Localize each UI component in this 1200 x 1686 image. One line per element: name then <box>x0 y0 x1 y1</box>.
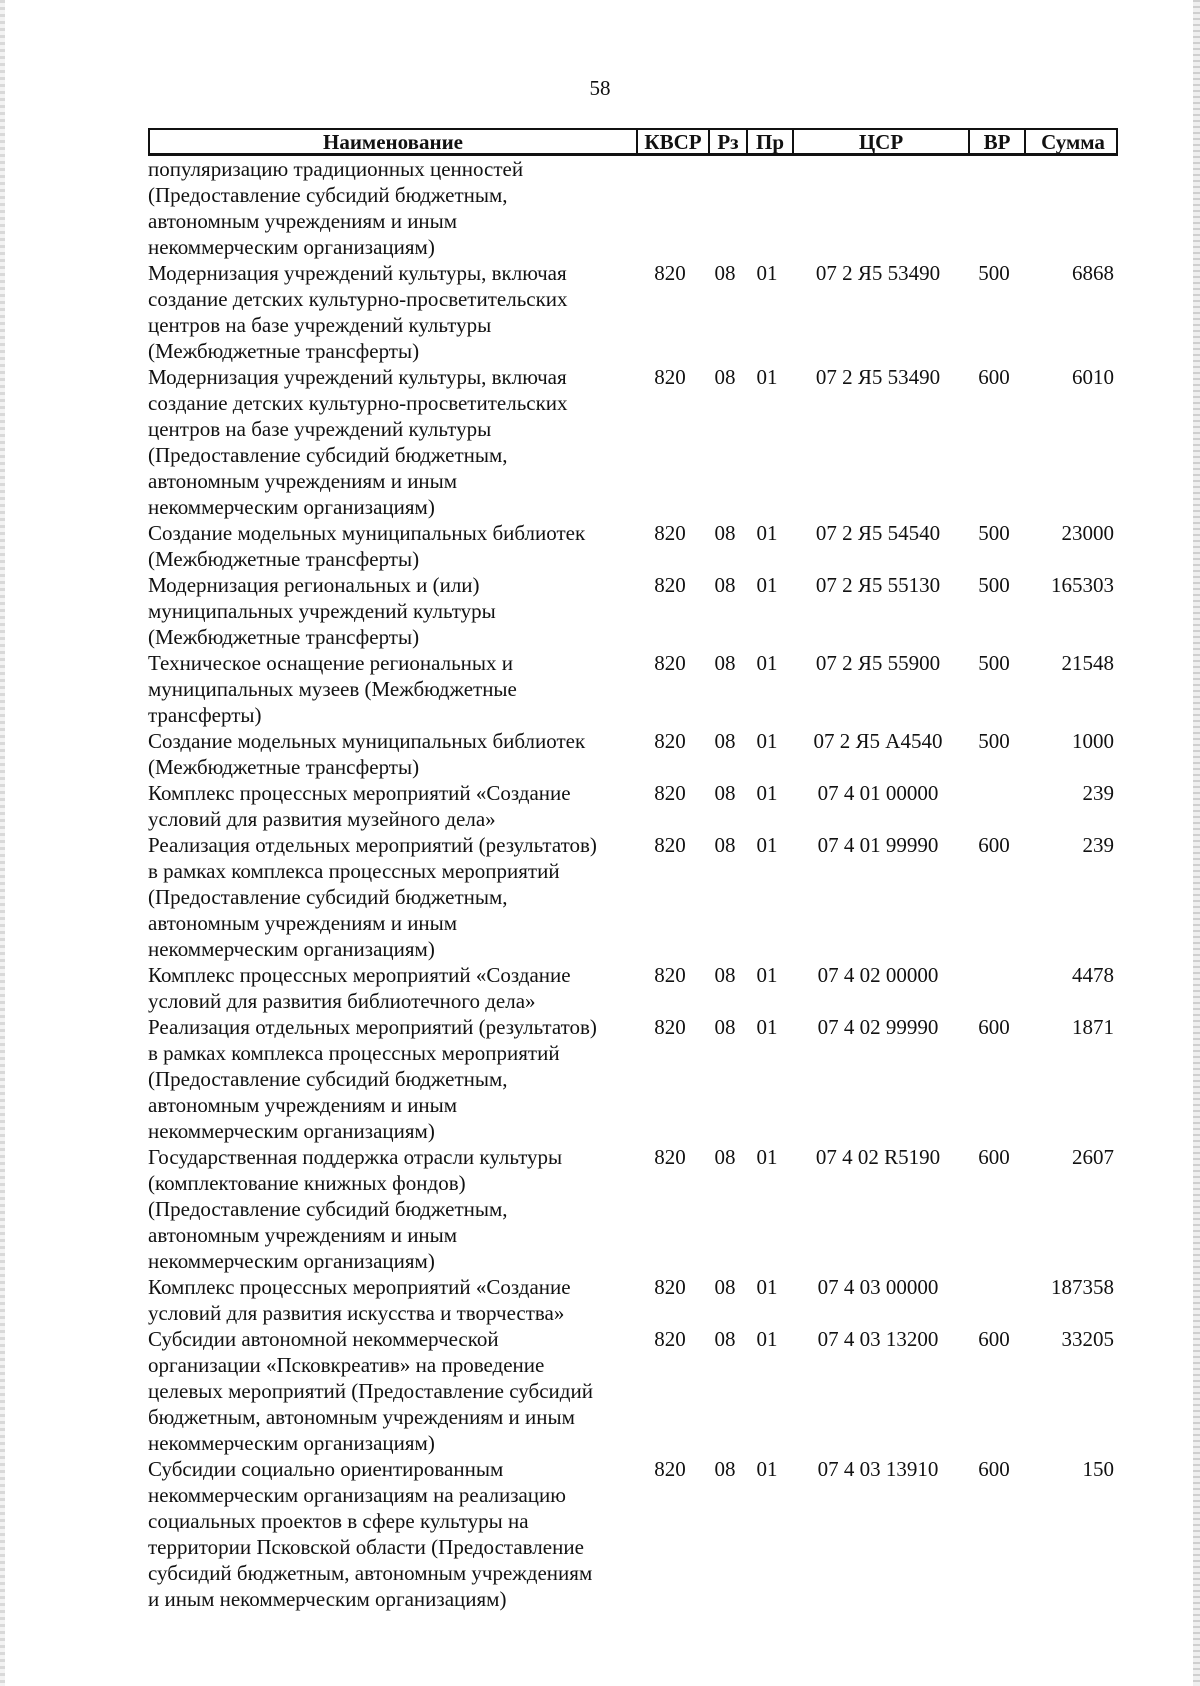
cell-name: Комплекс процессных мероприятий «Создание условий для развития библиотечного дела» <box>148 963 571 1013</box>
table-row <box>148 962 1118 1014</box>
table-row <box>148 364 1118 520</box>
cell-pr: 01 <box>756 651 778 675</box>
cell-pr: 01 <box>756 833 778 857</box>
cell-name: популяризацию традиционных ценностей (Предоставление субсидий бюджетным, автономным учреждениям и иным некоммерческим организациям) <box>148 157 524 259</box>
cell-sum: 165303 <box>1051 573 1114 597</box>
cell-vr <box>966 962 1022 1014</box>
cell-pr <box>744 156 790 260</box>
cell-csr: 07 4 03 00000 <box>817 1275 939 1299</box>
header-rz: Рз <box>708 130 746 154</box>
header-sum: Сумма <box>1024 130 1120 154</box>
cell-rz: 08 <box>714 1457 736 1481</box>
cell-pr: 01 <box>756 1327 778 1351</box>
cell-pr: 01 <box>756 1015 778 1039</box>
cell-sum: 239 <box>1082 833 1114 857</box>
cell-rz: 08 <box>714 963 736 987</box>
cell-rz: 08 <box>714 1015 736 1039</box>
cell-vr <box>966 1274 1022 1326</box>
table-row <box>148 832 1118 962</box>
cell-kvsr: 820 <box>654 365 686 389</box>
cell-name: Субсидии социально ориентированным некоммерческим организациям на реализацию социальных проектов в сфере культуры на территории Псковской области (Предоставление субсидий бюджетным, автономным учреждениям и иным некоммерческим организациям) <box>148 1457 593 1611</box>
cell-rz: 08 <box>714 781 736 805</box>
cell-rz: 08 <box>714 1327 736 1351</box>
cell-name: Модернизация региональных и (или) муниципальных учреждений культуры (Межбюджетные трансферты) <box>148 573 496 649</box>
cell-rz: 08 <box>714 651 736 675</box>
table-row <box>148 650 1118 728</box>
cell-kvsr <box>634 156 706 260</box>
cell-pr: 01 <box>756 521 778 545</box>
cell-csr: 07 2 Я5 55130 <box>815 573 941 597</box>
cell-sum: 187358 <box>1051 1275 1114 1299</box>
cell-csr <box>790 156 966 260</box>
header-kvsr: КВСР <box>636 130 708 154</box>
cell-pr: 01 <box>756 781 778 805</box>
table-row <box>148 1274 1118 1326</box>
cell-kvsr: 820 <box>654 1145 686 1169</box>
cell-name: Реализация отдельных мероприятий (результатов) в рамках комплекса процессных мероприятий (Предоставление субсидий бюджетным, автономным учреждениям и иным некоммерческим организациям) <box>148 833 597 961</box>
cell-csr: 07 4 02 99990 <box>817 1015 939 1039</box>
cell-name: Субсидии автономной некоммерческой организации «Псковкреатив» на проведение целевых мероприятий (Предоставление субсидий бюджетным, автономным учреждениям и иным некоммерческим организациям) <box>148 1327 593 1455</box>
cell-kvsr: 820 <box>654 261 686 285</box>
cell-name: Техническое оснащение региональных и муниципальных музеев (Межбюджетные трансферты) <box>148 651 517 727</box>
cell-pr: 01 <box>756 729 778 753</box>
table-header <box>148 128 1118 156</box>
cell-pr: 01 <box>756 365 778 389</box>
cell-rz: 08 <box>714 573 736 597</box>
table-row <box>148 728 1118 780</box>
cell-sum: 1871 <box>1072 1015 1114 1039</box>
page-number: 58 <box>589 76 611 100</box>
table-row <box>148 1144 1118 1274</box>
scan-edge-left <box>0 0 5 1686</box>
header-vr: ВР <box>968 130 1024 154</box>
header-pr: Пр <box>746 130 792 154</box>
cell-sum <box>1022 156 1118 260</box>
header-name: Наименование <box>323 130 463 154</box>
header-csr: ЦСР <box>792 130 968 154</box>
cell-pr: 01 <box>756 1275 778 1299</box>
cell-vr: 600 <box>978 1327 1010 1351</box>
cell-vr: 600 <box>978 365 1010 389</box>
cell-sum: 150 <box>1082 1457 1114 1481</box>
cell-sum: 2607 <box>1072 1145 1114 1169</box>
cell-kvsr: 820 <box>654 963 686 987</box>
cell-csr: 07 2 Я5 55900 <box>815 651 941 675</box>
cell-kvsr: 820 <box>654 781 686 805</box>
cell-name: Создание модельных муниципальных библиотек (Межбюджетные трансферты) <box>148 729 586 779</box>
cell-csr: 07 4 03 13910 <box>817 1457 939 1481</box>
cell-name: Государственная поддержка отрасли культуры (комплектование книжных фондов) (Предоставление субсидий бюджетным, автономным учреждениям и иным некоммерческим организациям) <box>148 1145 563 1273</box>
table-row <box>148 520 1118 572</box>
cell-name: Комплекс процессных мероприятий «Создание условий для развития музейного дела» <box>148 781 571 831</box>
cell-pr: 01 <box>756 261 778 285</box>
cell-csr: 07 4 03 13200 <box>817 1327 939 1351</box>
cell-kvsr: 820 <box>654 521 686 545</box>
cell-kvsr: 820 <box>654 1457 686 1481</box>
table-row <box>148 1014 1118 1144</box>
cell-sum: 21548 <box>1061 651 1114 675</box>
cell-csr: 07 2 Я5 53490 <box>815 261 941 285</box>
cell-kvsr: 820 <box>654 1275 686 1299</box>
cell-sum: 33205 <box>1061 1327 1114 1351</box>
cell-csr: 07 4 01 99990 <box>817 833 939 857</box>
cell-kvsr: 820 <box>654 573 686 597</box>
cell-sum: 6010 <box>1072 365 1114 389</box>
cell-pr: 01 <box>756 963 778 987</box>
cell-sum: 23000 <box>1061 521 1114 545</box>
cell-sum: 4478 <box>1072 963 1114 987</box>
cell-vr <box>966 780 1022 832</box>
cell-pr: 01 <box>756 1457 778 1481</box>
cell-name: Модернизация учреждений культуры, включая создание детских культурно-просветительских центров на базе учреждений культуры (Межбюджетные трансферты) <box>148 261 568 363</box>
cell-sum: 6868 <box>1072 261 1114 285</box>
cell-csr: 07 4 01 00000 <box>817 781 939 805</box>
cell-rz: 08 <box>714 261 736 285</box>
cell-kvsr: 820 <box>654 833 686 857</box>
cell-kvsr: 820 <box>654 1015 686 1039</box>
cell-pr: 01 <box>756 573 778 597</box>
cell-vr: 500 <box>978 573 1010 597</box>
scan-edge-right <box>1193 0 1200 1686</box>
cell-csr: 07 2 Я5 53490 <box>815 365 941 389</box>
cell-vr: 600 <box>978 1457 1010 1481</box>
budget-table <box>148 128 1118 1612</box>
cell-rz: 08 <box>714 1145 736 1169</box>
cell-vr: 600 <box>978 1145 1010 1169</box>
table-row <box>148 156 1118 260</box>
cell-vr: 500 <box>978 261 1010 285</box>
cell-name: Реализация отдельных мероприятий (результатов) в рамках комплекса процессных мероприятий (Предоставление субсидий бюджетным, автономным учреждениям и иным некоммерческим организациям) <box>148 1015 597 1143</box>
table-row <box>148 572 1118 650</box>
cell-csr: 07 4 02 00000 <box>817 963 939 987</box>
cell-kvsr: 820 <box>654 1327 686 1351</box>
cell-vr: 600 <box>978 1015 1010 1039</box>
cell-sum: 239 <box>1082 781 1114 805</box>
cell-rz: 08 <box>714 1275 736 1299</box>
cell-vr: 600 <box>978 833 1010 857</box>
cell-sum: 1000 <box>1072 729 1114 753</box>
cell-vr: 500 <box>978 651 1010 675</box>
cell-rz: 08 <box>714 365 736 389</box>
cell-rz <box>706 156 744 260</box>
cell-vr: 500 <box>978 521 1010 545</box>
cell-csr: 07 2 Я5 А4540 <box>813 729 943 753</box>
cell-csr: 07 4 02 R5190 <box>815 1145 941 1169</box>
table-row <box>148 260 1118 364</box>
cell-csr: 07 2 Я5 54540 <box>815 521 941 545</box>
cell-rz: 08 <box>714 521 736 545</box>
cell-name: Создание модельных муниципальных библиотек (Межбюджетные трансферты) <box>148 521 586 571</box>
table-row <box>148 780 1118 832</box>
cell-vr: 500 <box>978 729 1010 753</box>
table-row <box>148 1456 1118 1612</box>
table-row <box>148 1326 1118 1456</box>
cell-kvsr: 820 <box>654 729 686 753</box>
cell-rz: 08 <box>714 729 736 753</box>
cell-rz: 08 <box>714 833 736 857</box>
cell-kvsr: 820 <box>654 651 686 675</box>
cell-name: Модернизация учреждений культуры, включая создание детских культурно-просветительских центров на базе учреждений культуры (Предоставление субсидий бюджетным, автономным учреждениям и иным некоммерческим организациям) <box>148 365 568 519</box>
table-body <box>148 156 1118 1612</box>
cell-name: Комплекс процессных мероприятий «Создание условий для развития искусства и творчества» <box>148 1275 571 1325</box>
cell-pr: 01 <box>756 1145 778 1169</box>
cell-vr <box>966 156 1022 260</box>
